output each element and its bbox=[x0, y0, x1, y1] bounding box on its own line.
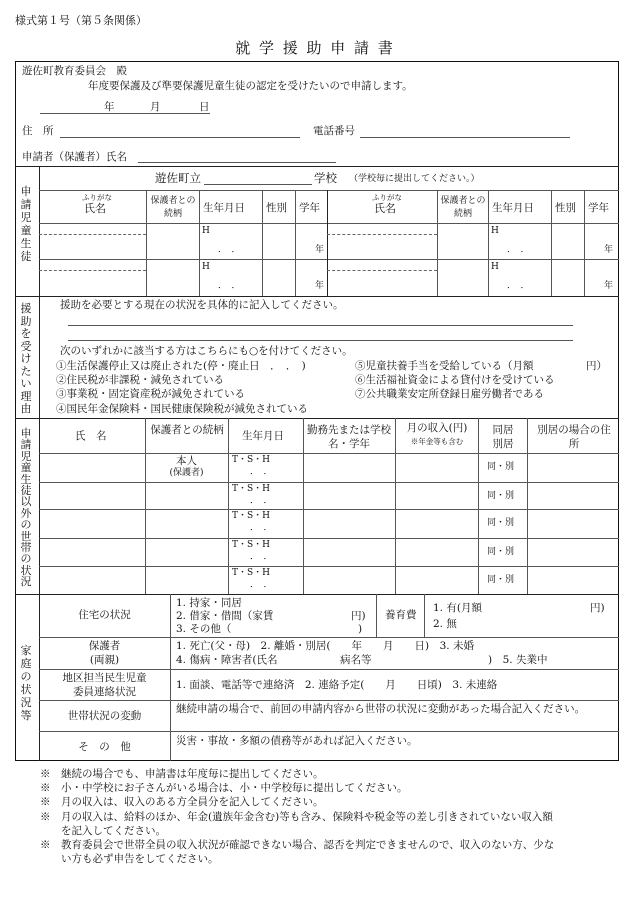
reason-line-2[interactable] bbox=[68, 340, 573, 341]
guardian-options-3[interactable]: ) 5. 失業中 bbox=[488, 654, 548, 666]
date-dots: ． ． bbox=[507, 281, 530, 291]
divider bbox=[262, 190, 263, 296]
divider bbox=[39, 166, 40, 296]
housing-option-3[interactable]: 3. その他（ bbox=[176, 623, 232, 635]
addressee: 遊佐町教育委員会 殿 bbox=[22, 65, 127, 77]
household-date-dots: ． ． bbox=[250, 496, 273, 506]
note-line: ※ 月の収入は、収入のある方全員分を記入してください。 bbox=[40, 796, 324, 809]
support-option-1[interactable]: 1. 有(月額 bbox=[433, 602, 482, 614]
divider bbox=[327, 234, 437, 235]
date-dots: ． ． bbox=[507, 245, 530, 255]
grade-unit: 年 bbox=[604, 281, 614, 291]
household-era-label: T・S・H bbox=[232, 455, 271, 465]
household-cohabit-value[interactable]: 同・別 bbox=[487, 518, 515, 528]
reason-item-6[interactable]: ⑥生活福祉資金による貸付けを受けている bbox=[355, 374, 555, 386]
date-day-label: 日 bbox=[199, 101, 210, 113]
divider bbox=[478, 418, 479, 594]
change-label: 世帯状況の変動 bbox=[67, 710, 142, 722]
reason-item-2[interactable]: ②住民税が非課税・減免されている bbox=[56, 374, 224, 386]
divider bbox=[39, 509, 619, 510]
divider bbox=[488, 190, 489, 296]
note-line: ※ 小・中学校にお子さんがいる場合は、小・中学校毎に提出してください。 bbox=[40, 782, 408, 795]
reason-item-3[interactable]: ③事業税・固定資産税が減免されている bbox=[56, 388, 245, 400]
housing-option-2-unit: 円) bbox=[351, 610, 366, 622]
self-label: 本人 bbox=[176, 455, 197, 467]
divider bbox=[327, 190, 328, 296]
divider bbox=[395, 418, 396, 594]
child-grade-header: 学年 bbox=[588, 202, 609, 214]
reason-item-1[interactable]: ①生活保護停止又は廃止された(停・廃止日 ． ． ) bbox=[56, 360, 306, 372]
divider bbox=[39, 259, 619, 260]
household-work-header: 勤務先または学校名・学年 bbox=[307, 424, 391, 450]
date-year-label: 年 bbox=[104, 101, 115, 113]
divider bbox=[437, 190, 438, 296]
guardian-sub: (両親) bbox=[89, 654, 120, 666]
divider bbox=[584, 190, 585, 296]
reason-item-5[interactable]: ⑤児童扶養手当を受給している（月額 円） bbox=[355, 360, 607, 372]
divider bbox=[146, 190, 147, 296]
support-label: 養育費 bbox=[385, 609, 417, 621]
household-separate-header: 別居の場合の住所 bbox=[537, 424, 611, 450]
mark-prompt: 次のいずれかに該当する方はこちらにも○を付けてください。 bbox=[60, 345, 353, 357]
household-birth-header: 生年月日 bbox=[242, 430, 284, 442]
divider bbox=[15, 296, 619, 297]
self-note: (保護者) bbox=[169, 468, 204, 478]
divider bbox=[327, 270, 437, 271]
divider bbox=[145, 418, 146, 594]
grade-unit: 年 bbox=[315, 245, 325, 255]
era-label: H bbox=[202, 226, 210, 236]
era-label: H bbox=[202, 262, 210, 272]
reason-side-label: 援助を受けたい理由 bbox=[20, 302, 32, 415]
reason-line-1[interactable] bbox=[68, 325, 573, 326]
household-cohabit-value[interactable]: 同・別 bbox=[487, 575, 515, 585]
household-income-note: ※年金等も含む bbox=[410, 437, 464, 446]
form-number: 様式第１号（第５条関係） bbox=[15, 14, 147, 27]
divider bbox=[551, 190, 552, 296]
household-date-dots: ． ． bbox=[250, 467, 273, 477]
support-option-2[interactable]: 2. 無 bbox=[433, 618, 457, 630]
school-name-field[interactable] bbox=[204, 184, 312, 185]
child-grade-header: 学年 bbox=[299, 202, 320, 214]
household-era-label: T・S・H bbox=[232, 484, 271, 494]
intro-text: 年度要保護及び準要保護児童生徒の認定を受けたいので申請します。 bbox=[88, 80, 413, 92]
divider bbox=[376, 594, 377, 637]
school-label: 学校 bbox=[314, 171, 337, 185]
note-line: ※ 月の収入は、給料のほか、年金(遺族年金含む)等も含み、保険料や税金等の差し引きされていない収入額 bbox=[40, 810, 553, 823]
date-line bbox=[40, 113, 210, 114]
household-date-dots: ． ． bbox=[250, 523, 273, 533]
household-era-label: T・S・H bbox=[232, 540, 271, 550]
child-relation-header: 保護者との続柄 bbox=[440, 196, 486, 219]
phone-label: 電話番号 bbox=[313, 125, 355, 137]
note-line: ※ 継続の場合でも、申請書は年度毎に提出してください。 bbox=[40, 768, 324, 780]
household-cohabit-value[interactable]: 同・別 bbox=[487, 462, 515, 472]
family-side-label: 家庭の状況等 bbox=[20, 644, 32, 722]
household-date-dots: ． ． bbox=[250, 552, 273, 562]
divider bbox=[39, 731, 619, 732]
era-label: H bbox=[491, 226, 499, 236]
child-birth-header: 生年月日 bbox=[203, 202, 245, 214]
divider bbox=[303, 418, 304, 594]
divider bbox=[39, 637, 619, 638]
household-cohabit-value[interactable]: 同・別 bbox=[487, 547, 515, 557]
household-name-header: 氏 名 bbox=[75, 430, 107, 442]
household-date-dots: ． ． bbox=[250, 580, 273, 590]
child-name-header: 氏名 bbox=[84, 202, 106, 215]
household-era-label: T・S・H bbox=[232, 511, 271, 521]
divider bbox=[170, 594, 171, 761]
reason-prompt: 援助を必要とする現在の状況を具体的に記入してください。 bbox=[60, 299, 344, 311]
phone-field[interactable] bbox=[360, 137, 570, 138]
child-relation-header: 保護者との続柄 bbox=[150, 196, 196, 219]
divider bbox=[39, 453, 619, 454]
divider bbox=[39, 190, 619, 191]
note-line: を記入してください。 bbox=[40, 824, 166, 837]
divider bbox=[39, 270, 146, 271]
address-field[interactable] bbox=[60, 137, 300, 138]
household-cohabit-value[interactable]: 同・別 bbox=[487, 491, 515, 501]
note-line: ※ 教育委員会で世帯全員の収入状況が確認できない場合、認否を判定できませんので、収入のない方、少な bbox=[40, 839, 555, 851]
child-birth-header: 生年月日 bbox=[492, 202, 534, 214]
applicant-label: 申請者（保護者）氏名 bbox=[22, 151, 127, 163]
school-note: （学校毎に提出してください。） bbox=[349, 174, 480, 184]
applicant-name-field[interactable] bbox=[138, 162, 336, 163]
divider bbox=[39, 538, 619, 539]
liaison-options[interactable]: 1. 面談、電話等で連絡済 2. 連絡予定( 月 日頃) 3. 未連絡 bbox=[176, 679, 498, 691]
address-label: 住 所 bbox=[22, 125, 54, 137]
divider bbox=[39, 234, 146, 235]
reason-item-4[interactable]: ④国民年金保険料・国民健康保険税が減免されている bbox=[56, 403, 308, 415]
child-sex-header: 性別 bbox=[266, 202, 287, 214]
town-label: 遊佐町立 bbox=[155, 171, 201, 185]
divider bbox=[199, 190, 200, 296]
divider bbox=[39, 669, 619, 670]
divider bbox=[15, 166, 619, 167]
household-side-label: 申請児童生徒以外の世帯の状況 bbox=[20, 427, 32, 589]
other-text: 災害・事故・多額の債務等があれば記入ください。 bbox=[176, 735, 418, 747]
guardian-disease-label: 病名等 bbox=[340, 654, 372, 666]
divider bbox=[39, 223, 619, 224]
divider bbox=[15, 594, 619, 595]
furigana-label: ふりがな bbox=[372, 193, 402, 202]
furigana-label: ふりがな bbox=[82, 193, 112, 202]
guardian-options-2[interactable]: 4. 傷病・障害者(氏名 bbox=[176, 654, 278, 666]
housing-option-1[interactable]: 1. 持家・同居 bbox=[176, 597, 242, 609]
form-title: 就 学 援 助 申 請 書 bbox=[235, 39, 395, 57]
date-dots: ． ． bbox=[218, 245, 241, 255]
divider bbox=[424, 594, 425, 637]
grade-unit: 年 bbox=[315, 281, 325, 291]
housing-option-2[interactable]: 2. 借家・借間（家賃 bbox=[176, 610, 274, 622]
divider bbox=[39, 418, 40, 594]
date-dots: ． ． bbox=[218, 281, 241, 291]
household-cohabit-header: 同居別居 bbox=[492, 424, 514, 450]
note-line: い方も必ず申告をしてください。 bbox=[40, 853, 219, 866]
divider bbox=[295, 190, 296, 296]
housing-label: 住宅の状況 bbox=[78, 609, 131, 621]
child-name-header: 氏名 bbox=[374, 202, 396, 215]
guardian-options-1[interactable]: 1. 死亡(父・母) 2. 離婚・別居( 年 月 日) 3. 未婚 bbox=[176, 640, 474, 652]
liaison-label-2: 委員連絡状況 bbox=[73, 686, 136, 698]
household-relation-header: 保護者との続柄 bbox=[150, 424, 224, 436]
divider bbox=[15, 418, 619, 419]
household-era-label: T・S・H bbox=[232, 568, 271, 578]
change-text: 継続申請の場合で、前回の申請内容から世帯の状況に変動があった場合記入ください。 bbox=[176, 703, 586, 715]
liaison-label-1: 地区担当民生児童 bbox=[62, 672, 147, 684]
household-income-header: 月の収入(円) bbox=[406, 422, 468, 434]
divider bbox=[39, 296, 40, 418]
housing-option-3-close: ) bbox=[358, 623, 363, 635]
divider bbox=[39, 566, 619, 567]
divider bbox=[527, 418, 528, 594]
date-month-label: 月 bbox=[150, 101, 161, 113]
reason-item-7[interactable]: ⑦公共職業安定所登録日雇労働者である bbox=[355, 388, 544, 400]
divider bbox=[39, 700, 619, 701]
grade-unit: 年 bbox=[604, 245, 614, 255]
child-sex-header: 性別 bbox=[555, 202, 576, 214]
era-label: H bbox=[491, 262, 499, 272]
divider bbox=[228, 418, 229, 594]
children-side-label: 申請児童生徒 bbox=[20, 185, 32, 263]
support-option-1-unit: 円) bbox=[590, 602, 605, 614]
other-label: そ の 他 bbox=[78, 741, 131, 753]
divider bbox=[39, 482, 619, 483]
guardian-label: 保護者 bbox=[88, 640, 121, 652]
